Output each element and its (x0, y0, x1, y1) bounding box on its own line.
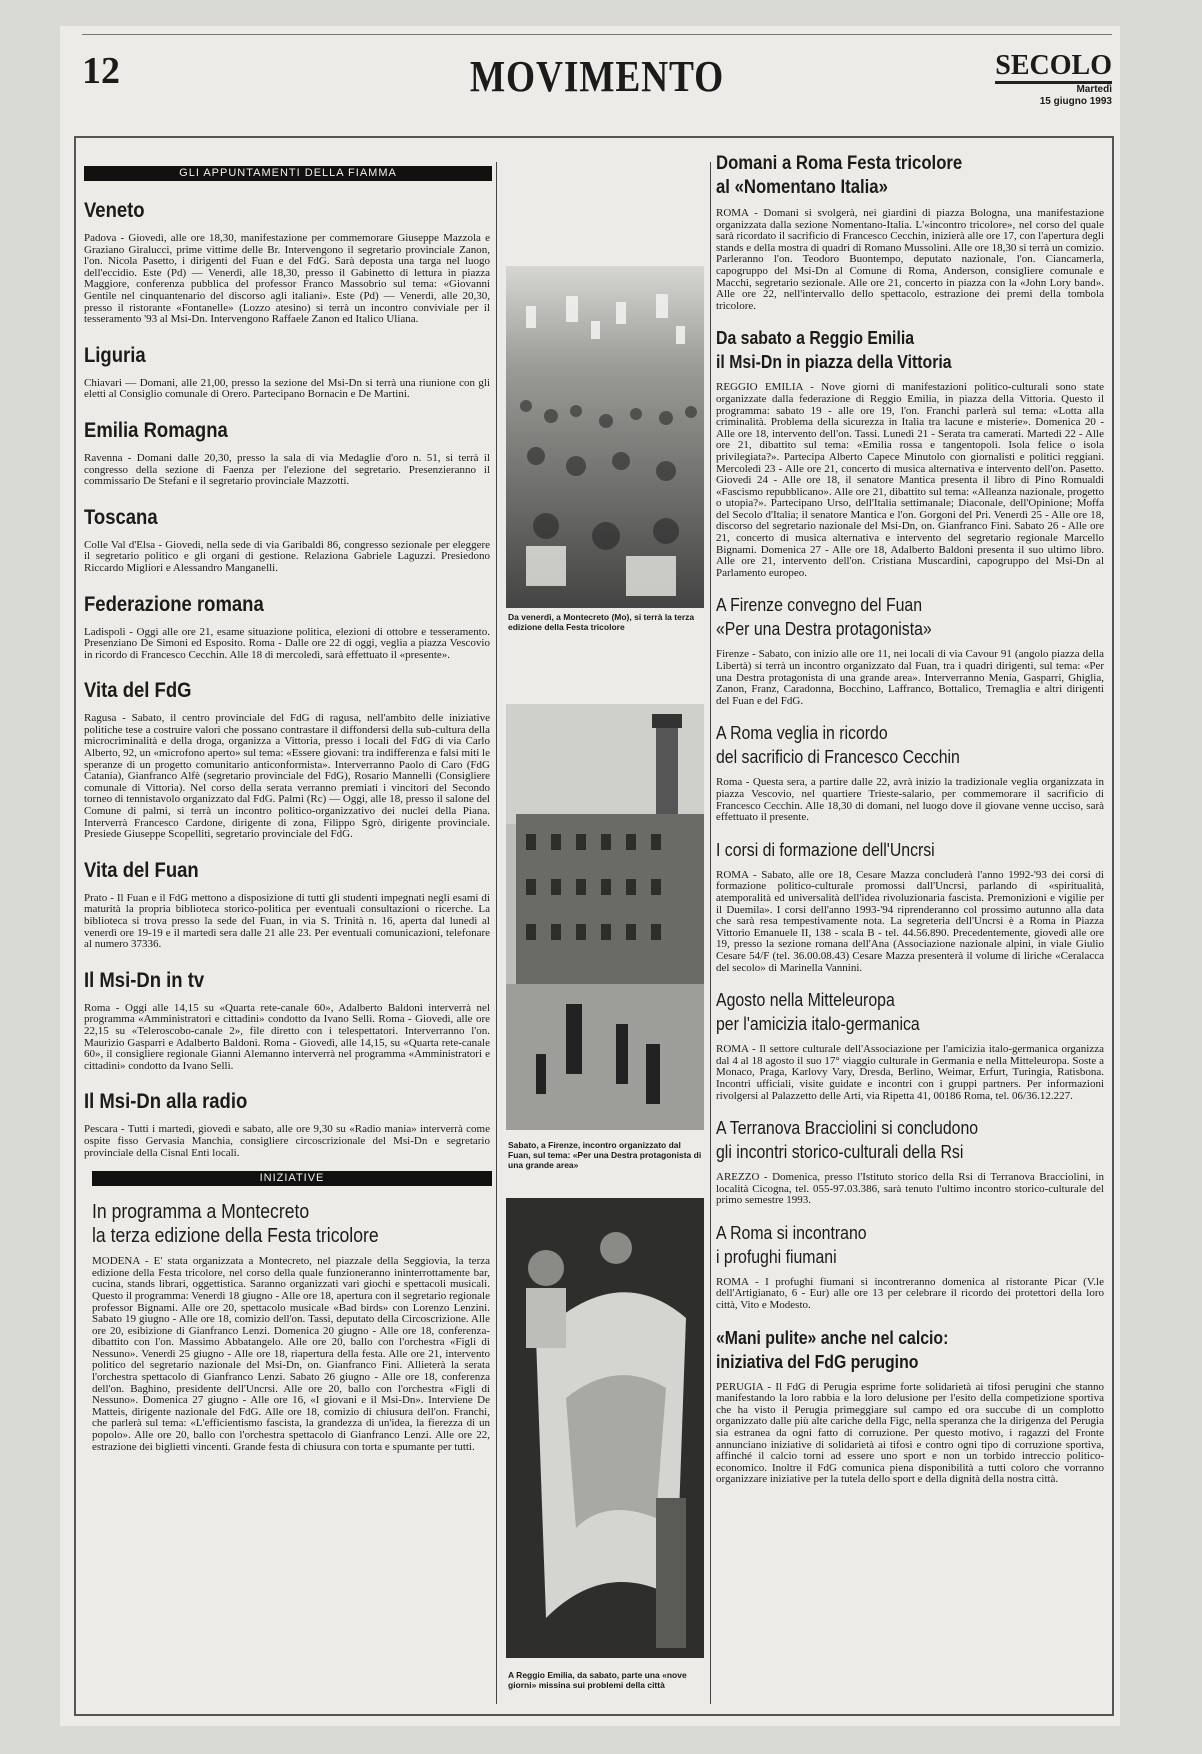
florence-photo (506, 704, 704, 1130)
photo-caption: Sabato, a Firenze, incontro organizzato dal Fuan, sul tema: «Per una Destra protagonista di una grande area» (508, 1140, 702, 1170)
region-text: Pescara - Tutti i martedì, giovedì e sabato, alle ore 9,30 su «Radio mania» interverrà come ospite fisso Gervasia Manchia, consigliere circoscrizionale del Msi-Dn e segretario provinciale della Cisnal Enti locali. (84, 1123, 490, 1159)
photo-caption: A Reggio Emilia, da sabato, parte una «nove giorni» missina sui problemi della città (508, 1670, 687, 1690)
feature-article (92, 1200, 492, 1453)
region-heading: Emilia Romagna (84, 418, 228, 442)
article-text: ROMA - Domani si svolgerà, nei giardini di piazza Bologna, una manifestazione organizzata dalla sezione Nomentano-Italia. L'«incontro tricolore», nel corso del quale sarà ricordato il sacrificio di Francesco Cecchin, inizierà alle ore 17, con l'apertura degli stands e della mostra di quadri di Romano Mussolini. Alle ore 18,30 si terrà un comizio. Parleranno l'on. Teodoro Buontempo, deputato nazionale, l'on. Ciancamerla, capogruppo del Msi-Dn al Comune di Roma, Anderson, consigliere comunale e Macchi, segretario sezionale. Alle ore 21, concerto in piazza con la «John Lory band». Alle ore 22, nell'intervallo dello spettacolo, estrazione dei premi della tombola tricolore. (716, 207, 1104, 312)
issue-day: Martedì (1076, 84, 1112, 95)
article-title-line2: gli incontri storico-culturali della Rsi (716, 1142, 964, 1163)
region-heading: Liguria (84, 343, 146, 367)
masthead (995, 51, 1112, 108)
region-heading: Il Msi-Dn in tv (84, 968, 205, 992)
article (716, 1116, 1106, 1207)
feature-title-line1: In programma a Montecreto (92, 1201, 310, 1224)
article-title (716, 838, 1059, 862)
article-title (716, 721, 1059, 769)
article (716, 988, 1106, 1102)
iniziative-bar: INIZIATIVE (92, 1171, 492, 1186)
article-text: Firenze - Sabato, con inizio alle ore 11, nei locali di via Cavour 91 (angolo piazza della Libertà) si terrà un incontro organizzato dal Fuan, tra i quadri dirigenti, sul tema: «Per una Destra protagonista di una grande area». Interverranno Menia, Gasparri, Ghiglia, Zanon, Franz, Caradonna, Bocchino, Laffranco, Bottalico, Tremaglia e altri dirigenti del Fuan e del FdG. (716, 648, 1104, 707)
region-block (84, 199, 492, 326)
article (716, 838, 1106, 974)
section-bar: GLI APPUNTAMENTI DELLA FIAMMA (84, 166, 492, 181)
article-title-line2: iniziativa del FdG perugino (716, 1351, 919, 1372)
column-rule (710, 162, 711, 1704)
region-block (84, 419, 492, 488)
article-title-line2: il Msi-Dn in piazza della Vittoria (716, 352, 952, 373)
region-heading: Vita del FdG (84, 679, 192, 703)
page-header (82, 34, 1112, 125)
region-heading: Federazione romana (84, 592, 264, 616)
section-title: MOVIMENTO (469, 52, 725, 101)
article-title (716, 988, 1059, 1036)
article-title-line1: Da sabato a Reggio Emilia (716, 328, 915, 349)
column-rule (496, 162, 497, 1704)
article-title-line1: Agosto nella Mitteleuropa (716, 990, 895, 1011)
issue-date: 15 giugno 1993 (1039, 96, 1112, 107)
feature-title (92, 1200, 444, 1248)
article-title-line1: A Roma veglia in ricordo (716, 723, 888, 744)
region-block (84, 679, 492, 841)
region-heading: Toscana (84, 505, 158, 529)
newspaper-page (60, 26, 1120, 1726)
right-column (716, 138, 1106, 1714)
region-block (84, 969, 492, 1073)
article-title-line2: i profughi fiumani (716, 1246, 837, 1267)
article (716, 152, 1106, 312)
article-title-line1: I corsi di formazione dell'Uncrsi (716, 839, 935, 860)
article-title-line2: «Per una Destra protagonista» (716, 619, 932, 640)
article-title (716, 152, 1059, 200)
article-title (716, 1326, 1059, 1374)
region-heading: Vita del Fuan (84, 858, 199, 882)
article-title-line1: A Terranova Bracciolini si concludono (716, 1118, 979, 1139)
region-text: Colle Val d'Elsa - Giovedì, nella sede di via Garibaldi 86, congresso sezionale per eleggere il segretario politico e gli organi di gestione. Relaziona Gabriele Laguzzi. Presiedono Riccardo Migliori e Alessandro Manganelli. (84, 538, 490, 574)
article-title-line1: «Mani pulite» anche nel calcio: (716, 1327, 949, 1348)
article-text: ROMA - Sabato, alle ore 18, Cesare Mazza concluderà l'anno 1992-'93 dei corsi di formazione politico-culturale promossi dall'Uncrsi, parlando di «spiritualità, atemporalità ed universalità dell'idea rivoluzionaria fascista. Premonizioni e vigilie per il Duemila». I corsi dell'anno 1993-'94 riprenderanno col prossimo autunno alla data che sarà resa tempestivamente nota. La segreteria dell'Uncrsi è a Roma in Piazza Vittorio Emanuele II, 138 - scala B - tel. 44.56.890. Precedentemente, giovedì alle ore 19, presso la sezione romana dell'Ana (Associazione nazionale alpini, in viale Giulio Cesare 54/F (tel. 36.00.08.43) Cesare Mazza presenterà il volume di liriche «Ceralacca del secolo» di Marinella Vannini. (716, 868, 1104, 974)
page-number: 12 (82, 50, 120, 92)
region-block (84, 344, 492, 401)
article (716, 593, 1106, 707)
region-block (84, 859, 492, 951)
article-text: ROMA - I profughi fiumani si incontreranno domenica al ristorante Picar (V.le dell'Artigianato, 6 - Eur) alle ore 13 per celebrare il ricordo dei protettori della loro città, Vito e Modesto. (716, 1275, 1104, 1312)
region-heading: Veneto (84, 199, 145, 222)
article (716, 721, 1106, 823)
article-title-line1: A Roma si incontrano (716, 1222, 867, 1243)
article (716, 1326, 1106, 1486)
article (716, 326, 1106, 579)
article-text: REGGIO EMILIA - Nove giorni di manifestazioni politico-culturali sono state organizzate dalla federazione di Reggio Emilia, in piazza della Vittoria. Questo il programma: sabato 19 - alle ore 19, l'on. Franchi parlerà sul tema: «Lotta alla criminalità. Problema della sicurezza in Italia tra lacune e misterie». Domenica 20 - Alle ore 18, intervento dell'on. Tassi. Lunedì 21 - Serata tra camerati. Martedì 22 - Alle ore 21, dibattito sul tema: «Emilia rossa e tangentopoli. Isola felice o isola privilegiata?». Partecipa Alberto Capece Minutolo con giornalisti e politici reggiani. Mercoledì 23 - Alle ore 21, concerto di musica alternativa e intervento dell'on. Pasetto. Giovedì 24 - Alle ore 18, il senatore Mantica presenta il libro di Pino Romualdi «Fascismo repubblicano». Alle ore 21, dibattito sul tema: «Alleanza nazionale, progetto o utopia?». Partecipano Urso, dell'Italia settimanale; Diaconale, dell'Opinione; Moffa del Secolo d'Italia; il senatore Mantica e l'on. Gorgoni del Pri. Venerdì 25 - Alle ore 18, discorso del segretario nazionale del Msi-Dn, on. Gianfranco Fini. Sabato 26 - Alle ore 21, concerto di musica alternativa e intervento del segretario regionale Marcello Bignami. Domenica 27 - Alle ore 18, Adalberto Baldoni presenta il suo ultimo libro. Alle ore 21, intervento dell'on. Cristiana Muscardini, capogruppo del Msi-Dn al Parlamento europeo. (716, 381, 1104, 579)
region-text: Prato - Il Fuan e il FdG mettono a disposizione di tutti gli studenti impegnati negli esami di maturità la propria biblioteca storico-politica per eventuali consultazioni o ricerche. La biblioteca si trova presso la sede del Fuan, in via S. Trinità n. 16, aperta dal lunedì al venerdì ore 19-19 e il martedì sera dalle 21 alle 23. Per eventuali comunicazioni, telefonare al numero 37336. (84, 891, 490, 951)
article-title (716, 1116, 1059, 1164)
region-text: Ragusa - Sabato, il centro provinciale del FdG di ragusa, nell'ambito delle iniziative politiche tese a costruire valori che possano contrastare il diffondersi della sub-cultura della microcriminalità e della droga, organizza a Vittoria, presso i locali del FdG di via Carlo Alberto, 92, un «microfono aperto» sul tema: «Essere giovani: tra indifferenza e falsi miti le speranze di un progetto comunitario anticonformista». Interverranno Paolo di Caro (FdG Catania), Gianfranco Alfè (segretario provinciale del FdG), Rosario Mannelli (Consigliere comunale di Vittoria). Nel corso della serata verranno premiati i vincitori del Secondo torneo di tennistavolo organizzato dal FdG. Palmi (Rc) — Oggi, alle 18, presso il salone del Comune di palmi, si terrà un incontro politico-organizzativo dei nuclei della Piana. Interverrà Francesco Cardone, dirigente di zona, Filippo Sgrò, dirigente provinciale. Presiede Giuseppe Scopelliti, segretario provinciale del FdG. (84, 712, 490, 841)
article-title-line2: per l'amicizia italo-germanica (716, 1014, 920, 1035)
photo-caption: Da venerdì, a Montecreto (Mo), si terrà la terza edizione della Festa tricolore (508, 612, 695, 632)
region-text: Ravenna - Domani dalle 20,30, presso la sala di via Medaglie d'oro n. 51, si terrà il congresso della sezione di Faenza per l'elezione del segretario. Presenzieranno il commissario De Stefani e il segretario provinciale Mazzotti. (84, 451, 490, 488)
crowd-photo (506, 266, 704, 608)
region-text: Ladispoli - Oggi alle ore 21, esame situazione politica, elezioni di ottobre e tesseramento. Presenziano De Simoni ed Esposito. Roma - Dalle ore 22 di oggi, veglia a piazza Vescovio in ricordo di Francesco Cecchin. Alle 18 di mercoledì, sarà effettuato il «presente». (84, 625, 490, 661)
article-title (716, 593, 1059, 641)
region-block (84, 506, 492, 575)
article-title-line2: del sacrificio di Francesco Cecchin (716, 747, 960, 768)
article-title-line1: A Firenze convegno del Fuan (716, 595, 923, 616)
article-text: AREZZO - Domenica, presso l'Istituto storico della Rsi di Terranova Bracciolini, in località Cicogna, tel. 055-97.03.386, sarà tenuto l'ultimo incontro storico-culturale del primo semestre 1993. (716, 1171, 1104, 1207)
region-heading: Il Msi-Dn alla radio (84, 1090, 248, 1114)
article-title-line2: al «Nomentano Italia» (716, 177, 888, 198)
article-title-line1: Domani a Roma Festa tricolore (716, 153, 963, 174)
feature-text: MODENA - E' stata organizzata a Montecreto, nel piazzale della Seggiovia, la terza edizione della Festa tricolore, nel corso della quale funzioneranno ininterrottamente bar, cucina, stands librari, oggettistica. Saranno organizzati vari giochi e spettacoli musicali. Questo il programma: Venerdì 18 giugno - Alle ore 18, apertura con il segretario regionale professor Bignami. Alle ore 20, spettacolo musicale «Bad birds» con Lorenzo Lenzini. Sabato 19 giugno - Alle ore 18, comizio dell'on. Tassi, deputato della Circoscrizione. Alle ore 20, esibizione di Gianfranco Lenzi. Domenica 20 giugno - Alle ore 18, conferenza-dibattito con l'on. Massimo Abbatangelo. Alle ore 20, ballo con l'orchestra «Figli di Nessuno». Venerdì 25 giugno - Alle ore 18, riapertura della festa. Alle ore 21, intervento politico del segretario nazionale del Msi-Dn, on. Gianfranco Fini. Allieterà la serata l'orchestra spettacolo di Gianfranco Lenzi. Sabato 26 giugno - Alle ore 18, conferenza dell'on. Baghino, presidente dell'Uncrsi. Alle ore 20, ballo con l'orchestra «Figli di Nessuno». Domenica 27 giugno - Alle ore 16, «I giovani e il Msi-Dn». Interviene De Matteis, dirigente nazionale del FdG. Alle ore 18, comizio di chiusura dell'on. Franchi, che parlerà sul tema: «L'efficientismo fascista, la grandezza di un'idea, la fierezza di un popolo». Alle ore 20, ballo con l'orchestra spettacolo di Gianfranco Lenzi. Alle ore 22, estrazione dei biglietti vincenti. Grande festa di chiusura con torta e spumante per tutti. (92, 1255, 490, 1453)
article-title (716, 1221, 1059, 1269)
article-text: Roma - Questa sera, a partire dalle 22, avrà inizio la tradizionale veglia organizzata in piazza Vescovio, nel quartiere Trieste-salario, per commemorare il sacrificio di Francesco Cecchin. Alle 18,30 di domani, nel luogo dove il giovane venne ucciso, sarà effettuato il presente. (716, 776, 1104, 824)
article-text: PERUGIA - Il FdG di Perugia esprime forte solidarietà ai tifosi perugini che stanno manifestando la loro rabbia e la loro delusione per l'esito della competizione sportiva che ha visto il Perugia primeggiare sul campo ed ora succube di un complotto organizzato dalle più alte cariche della Figc, nella speranza che la dirigenza del Perugia sia estranea da ogni fatto di corruzione. Per questo motivo, i ragazzi del Fronte annunciano iniziative di solidarietà ai tifosi e contro ogni tipo di corruzione sportiva, affinché il calcio torni ad essere uno sport e non un torbido intreccio politico-economico. Inoltre il FdG comunica piena disponibilità a tutti coloro che vorranno organizzare iniziative per la tutela dello sport e della dignità della nostra città. (716, 1380, 1104, 1486)
article (716, 1221, 1106, 1312)
region-text: Chiavari — Domani, alle 21,00, presso la sezione del Msi-Dn si terrà una riunione con gli eletti al Consiglio comunale di Orero. Partecipano Bornacin e De Martini. (84, 376, 490, 401)
region-text: Padova - Giovedì, alle ore 18,30, manifestazione per commemorare Giuseppe Mazzola e Graziano Giralucci, prime vittime delle Br. Intervengono il segretario provinciale Zanon, l'on. Nicola Pasetto, i dirigenti del Fuan e del FdG. Sarà deposta una targa nel luogo dell'eccidio. Este (Pd) — Venerdì, alle 18,30, presso il Gabinetto di lettura in piazza Maggiore, conferenza pubblica del professor Franco Massobrio sul tema: «Giovanni Gentile nel cinquantenario del discorso agli italiani». Este (Pd) — Venerdì, alle 20,30, presso il ristorante «Fontanelle» (Lozzo atesino) si terrà un incontro conviviale per il tesseramento '93 al Msi-Dn. Intervengono Raffaele Zanon ed Italico Uliana. (84, 232, 490, 326)
region-block (84, 593, 492, 662)
article-title (716, 326, 1059, 374)
feature-title-line2: la terza edizione della Festa tricolore (92, 1225, 379, 1248)
masthead-name: SECOLO (995, 51, 1112, 84)
flag-photo (506, 1198, 704, 1658)
region-text: Roma - Oggi alle 14,15 su «Quarta rete-canale 60», Adalberto Baldoni interverrà nel programma «Amministratori e cittadini» condotto da Ivano Sellì. Roma - Giovedì, alle ore 22,15 su «Teleroscobo-canale 2», file diretto con i telespettatori. Interverranno l'on. Maurizio Gasparri e Adalberto Baldoni. Roma - Giovedì, alle 14,15, su «Quarta rete-canale 60», il consigliere regionale Gianni Alemanno interverrà nel programma «Amministratori e cittadini» condotto da Ivano Sellì. (84, 1001, 490, 1072)
region-block (84, 1090, 492, 1159)
photo-column (506, 138, 706, 1714)
content-frame (74, 136, 1114, 1716)
article-text: ROMA - Il settore culturale dell'Associazione per l'amicizia italo-germanica organizza dal 4 al 18 agosto il suo 17° viaggio culturale in Germania e nella Mitteleuropa. Soste a Monaco, Praga, Karlovy Vary, Dresda, Berlino, Weimar, Erfurt, Turingia, Ratisbona. Incontri ufficiali, visite guidate e incontri con i gruppi partners. Per informazioni rivolgersi al Palazzetto delle Arti, via Ripetta 41, 00186 Roma, tel. 06/36.12.227. (716, 1043, 1104, 1102)
left-column (84, 138, 492, 1714)
